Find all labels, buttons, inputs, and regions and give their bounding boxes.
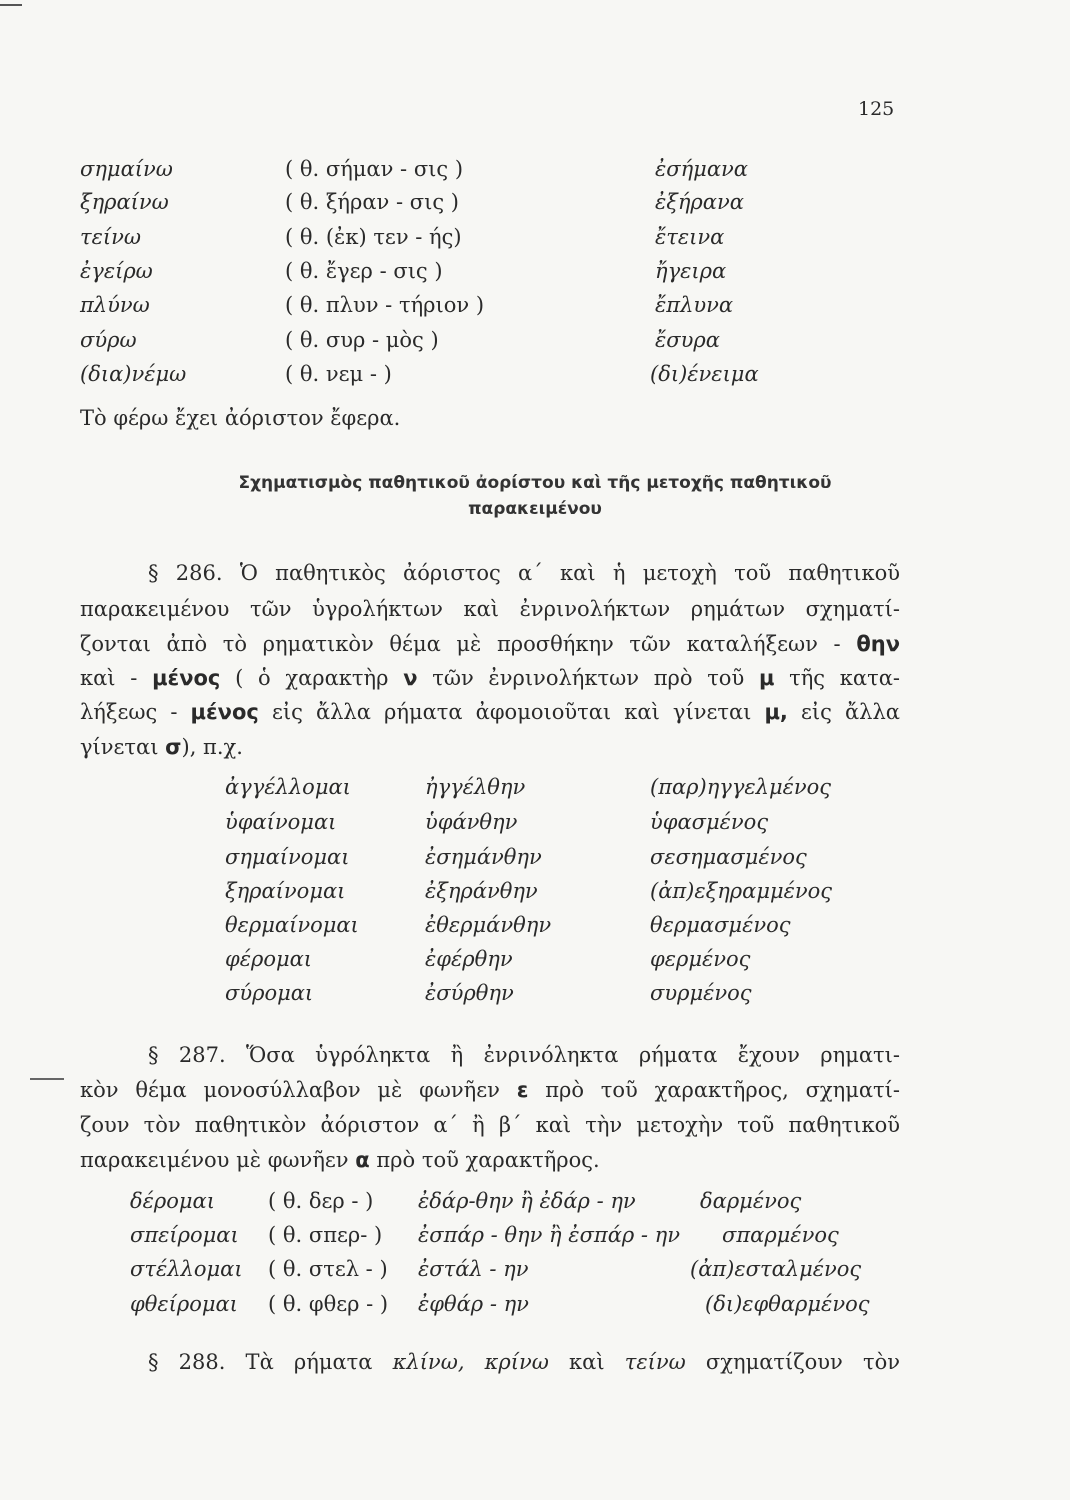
- present-cell: σύρομαι: [225, 981, 314, 1005]
- participle-cell: (ἀπ)εξηραμμένος: [650, 879, 833, 903]
- participle-cell: σεσημασμένος: [650, 845, 807, 869]
- theme-cell: ( θ. (ἐκ) τεν - ής): [285, 225, 462, 249]
- theme-cell: ( θ. ἔγερ - σις ): [285, 259, 443, 283]
- aorist-cell: ἐφέρθην: [425, 947, 513, 971]
- present-cell: θερμαίνομαι: [225, 913, 359, 937]
- paragraph-line: § 288. Τὰ ρήματα κλίνω, κρίνω καὶ τείνω σχηματίζουν τὸν: [148, 1350, 900, 1374]
- paragraph-line: ζουν τὸν παθητικὸν ἀόριστον α΄ ἢ β΄ καὶ τὴν μετοχὴν τοῦ παθητικοῦ: [80, 1113, 900, 1137]
- theme-cell: ( θ. νεμ - ): [285, 362, 392, 386]
- theme-cell: ( θ. φθερ - ): [268, 1292, 389, 1316]
- participle-cell: σπαρμένος: [722, 1223, 839, 1247]
- theme-cell: ( θ. σήμαν - σις ): [285, 157, 464, 181]
- verb-cell: φθείρομαι: [130, 1292, 238, 1316]
- paragraph-line: παρακειμένου τῶν ὑγρολήκτων καὶ ἐνρινολήκτων ρημάτων σχηματί-: [80, 597, 900, 621]
- aorist-cell: ἐξήρανα: [655, 190, 744, 214]
- participle-cell: φερμένος: [650, 947, 751, 971]
- margin-mark: [30, 1078, 64, 1080]
- participle-cell: θερμασμένος: [650, 913, 791, 937]
- aorist-cell: ἔσυρα: [655, 328, 720, 352]
- aorist-cell: ὑφάνθην: [425, 810, 518, 834]
- paragraph-line: καὶ - μένος ( ὁ χαρακτὴρ ν τῶν ἐνρινολήκτων πρὸ τοῦ μ τῆς κατα-: [80, 666, 900, 690]
- aorist-cell: ἤγειρα: [655, 259, 727, 283]
- aorist-cell: ἐξηράνθην: [425, 879, 538, 903]
- paragraph-line: παρακειμένου μὲ φωνῆεν α πρὸ τοῦ χαρακτῆρος.: [80, 1148, 600, 1172]
- section-heading-line1: Σχηματισμὸς παθητικοῦ ἀορίστου καὶ τῆς μετοχῆς παθητικοῦ: [238, 473, 832, 493]
- verb-cell: στέλλομαι: [130, 1257, 243, 1281]
- participle-cell: (ἀπ)εσταλμένος: [690, 1257, 862, 1281]
- aorist-cell: ἔπλυνα: [655, 293, 734, 317]
- paragraph-line: § 286. Ὁ παθητικὸς ἀόριστος α΄ καὶ ἡ μετοχὴ τοῦ παθητικοῦ: [148, 561, 900, 585]
- page-number: 125: [858, 98, 895, 120]
- participle-cell: ὑφασμένος: [650, 810, 769, 834]
- aorist-cell: ἐδάρ-θην ἢ ἐδάρ - ην: [418, 1189, 636, 1213]
- verb-cell: ξηραίνω: [80, 190, 169, 214]
- aorist-cell: ἐσπάρ - θην ἢ ἐσπάρ - ην: [418, 1223, 681, 1247]
- aorist-cell: ἔτεινα: [655, 225, 725, 249]
- participle-cell: συρμένος: [650, 981, 752, 1005]
- aorist-cell: ἐσημάνθην: [425, 845, 542, 869]
- aorist-cell: ἐθερμάνθην: [425, 913, 552, 937]
- fero-note: Τὸ φέρω ἔχει ἀόριστον ἔφερα.: [80, 406, 401, 430]
- aorist-cell: ἐστάλ - ην: [418, 1257, 529, 1281]
- theme-cell: ( θ. σπερ- ): [268, 1223, 383, 1247]
- paragraph-line: λήξεως - μένος εἰς ἄλλα ρήματα ἀφομοιοῦται καὶ γίνεται μ, εἰς ἄλλα: [80, 700, 900, 724]
- aorist-cell: ἐσύρθην: [425, 981, 514, 1005]
- theme-cell: ( θ. ξήραν - σις ): [285, 190, 459, 214]
- verb-cell: σύρω: [80, 328, 137, 352]
- present-cell: φέρομαι: [225, 947, 313, 971]
- aorist-cell: ἐσήμανα: [655, 157, 748, 181]
- present-cell: ὑφαίνομαι: [225, 810, 337, 834]
- scan-edge-mark: [0, 4, 22, 6]
- present-cell: σημαίνομαι: [225, 845, 350, 869]
- participle-cell: (δι)εφθαρμένος: [705, 1292, 870, 1316]
- theme-cell: ( θ. δερ - ): [268, 1189, 374, 1213]
- participle-cell: δαρμένος: [700, 1189, 802, 1213]
- aorist-cell: ἐφθάρ - ην: [418, 1292, 529, 1316]
- theme-cell: ( θ. πλυν - τήριον ): [285, 293, 485, 317]
- verb-cell: πλύνω: [80, 293, 150, 317]
- participle-cell: (παρ)ηγγελμένος: [650, 775, 832, 799]
- present-cell: ξηραίνομαι: [225, 879, 346, 903]
- present-cell: ἀγγέλλομαι: [225, 775, 351, 799]
- verb-cell: ἐγείρω: [80, 259, 153, 283]
- section-heading-line2: παρακειμένου: [468, 499, 602, 519]
- theme-cell: ( θ. συρ - μὸς ): [285, 328, 439, 352]
- paragraph-line: γίνεται σ), π.χ.: [80, 735, 243, 759]
- theme-cell: ( θ. στελ - ): [268, 1257, 388, 1281]
- verb-cell: δέρομαι: [130, 1189, 215, 1213]
- verb-cell: τείνω: [80, 225, 142, 249]
- verb-cell: σπείρομαι: [130, 1223, 239, 1247]
- aorist-cell: (δι)ένειμα: [650, 362, 759, 386]
- verb-cell: σημαίνω: [80, 157, 173, 181]
- verb-cell: (δια)νέμω: [80, 362, 187, 386]
- aorist-cell: ἠγγέλθην: [425, 775, 526, 799]
- paragraph-line: § 287. Ὅσα ὑγρόληκτα ἢ ἐνρινόληκτα ρήματα ἔχουν ρηματι-: [148, 1043, 900, 1067]
- paragraph-line: κὸν θέμα μονοσύλλαβον μὲ φωνῆεν ε πρὸ τοῦ χαρακτῆρος, σχηματί-: [80, 1078, 900, 1102]
- paragraph-line: ζονται ἀπὸ τὸ ρηματικὸν θέμα μὲ προσθήκην τῶν καταλήξεων - θην: [80, 632, 900, 656]
